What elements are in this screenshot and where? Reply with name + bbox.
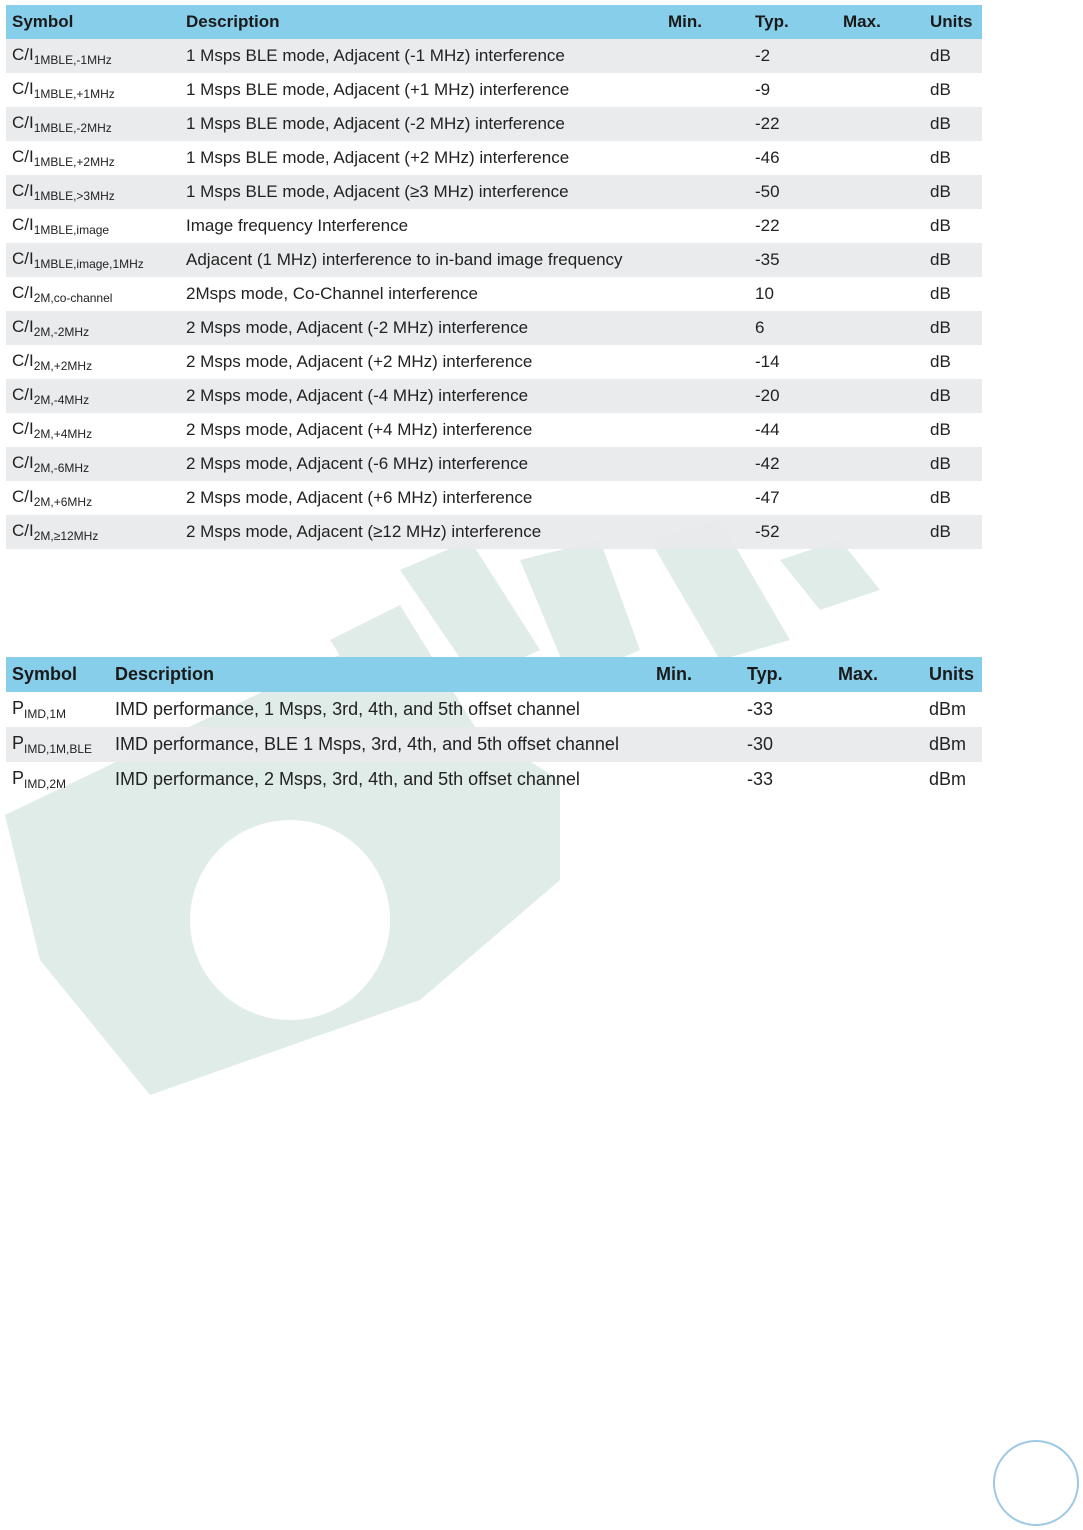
table-row — [6, 311, 982, 345]
header-description: Description — [180, 5, 662, 39]
min-cell — [662, 345, 749, 379]
symbol-subscript: IMD,1M — [24, 707, 67, 721]
symbol-main: C/I — [12, 351, 34, 370]
symbol-subscript: 2M,≥12MHz — [33, 529, 99, 543]
table-row — [6, 175, 982, 209]
max-cell — [837, 73, 924, 107]
description-cell: IMD performance, BLE 1 Msps, 3rd, 4th, and 5th offset channel — [109, 727, 650, 762]
min-cell — [650, 692, 741, 727]
table-row — [6, 243, 982, 277]
units-cell: dB — [924, 447, 982, 481]
symbol-main: P — [12, 733, 25, 753]
table-row — [6, 39, 982, 73]
symbol-subscript: 1MBLE,image — [33, 223, 110, 237]
units-cell: dB — [930, 80, 951, 99]
symbol-main: P — [12, 698, 25, 718]
header-description: Description — [109, 657, 650, 692]
table-row — [6, 141, 982, 175]
header-units: Units — [924, 5, 982, 39]
min-cell — [650, 762, 741, 797]
units-cell: dB — [924, 311, 982, 345]
min-cell — [662, 175, 749, 209]
typ-cell: -50 — [749, 175, 837, 209]
typ-cell: 6 — [749, 311, 837, 345]
table-body — [6, 39, 982, 549]
table-row — [6, 73, 982, 107]
units-cell: dB — [924, 175, 982, 209]
symbol-main: C/I — [12, 453, 34, 472]
symbol-main: P — [12, 768, 25, 788]
symbol-main: C/I — [12, 419, 34, 438]
page-number-circle-icon — [993, 1440, 1079, 1526]
description-cell: 2 Msps mode, Adjacent (≥12 MHz) interference — [180, 515, 662, 549]
symbol-main: C/I — [12, 521, 34, 540]
symbol-subscript: 2M,-4MHz — [33, 393, 90, 407]
min-cell — [650, 727, 741, 762]
table-body — [6, 692, 982, 797]
symbol-subscript: 2M,+4MHz — [33, 427, 93, 441]
symbol-subscript: 1MBLE,+1MHz — [33, 87, 115, 101]
description-cell: 2 Msps mode, Adjacent (-2 MHz) interference — [180, 311, 662, 345]
units-cell: dB — [930, 284, 951, 303]
symbol-cell — [6, 175, 180, 209]
symbol-subscript: 2M,co-channel — [33, 291, 113, 305]
symbol-subscript: 2M,-2MHz — [33, 325, 90, 339]
symbol-cell — [6, 447, 180, 481]
units-cell: dB — [930, 352, 951, 371]
header-min: Min. — [650, 657, 741, 692]
symbol-subscript: 1MBLE,+2MHz — [33, 155, 115, 169]
symbol-subscript: 1MBLE,-2MHz — [33, 121, 112, 135]
symbol-subscript: 1MBLE,-1MHz — [33, 53, 112, 67]
symbol-cell — [6, 141, 180, 175]
min-cell — [662, 311, 749, 345]
units-cell: dB — [924, 39, 982, 73]
min-cell — [662, 107, 749, 141]
symbol-cell — [6, 209, 180, 243]
cochannel-interference-table — [6, 5, 982, 549]
description-cell: IMD performance, 1 Msps, 3rd, 4th, and 5th offset channel — [115, 699, 580, 719]
description-cell: Image frequency Interference — [186, 216, 409, 235]
max-cell — [837, 107, 924, 141]
symbol-subscript: 1MBLE,image,1MHz — [33, 257, 144, 271]
table-row — [6, 762, 982, 797]
typ-cell: -2 — [749, 39, 837, 73]
symbol-cell — [6, 73, 180, 107]
max-cell — [837, 515, 924, 549]
symbol-main: C/I — [12, 45, 34, 64]
symbol-cell — [6, 39, 180, 73]
typ-cell: -35 — [749, 243, 837, 277]
table-header-row — [6, 5, 982, 39]
max-cell — [837, 39, 924, 73]
typ-cell: -33 — [747, 769, 774, 789]
typ-cell: -47 — [755, 488, 780, 507]
units-cell: dB — [930, 216, 951, 235]
symbol-subscript: IMD,2M — [24, 777, 67, 791]
min-cell — [662, 39, 749, 73]
max-cell — [837, 345, 924, 379]
max-cell — [837, 481, 924, 515]
symbol-cell — [6, 243, 180, 277]
header-typ: Typ. — [741, 657, 832, 692]
units-cell: dBm — [929, 699, 967, 719]
symbol-main: C/I — [12, 215, 34, 234]
units-cell: dB — [930, 420, 951, 439]
typ-cell: -33 — [747, 699, 774, 719]
typ-cell: -22 — [749, 107, 837, 141]
symbol-main: C/I — [12, 317, 34, 336]
description-cell: 2 Msps mode, Adjacent (-4 MHz) interference — [180, 379, 662, 413]
symbol-main: C/I — [12, 385, 34, 404]
symbol-main: C/I — [12, 487, 34, 506]
max-cell — [837, 277, 924, 311]
description-cell: 2Msps mode, Co-Channel interference — [186, 284, 478, 303]
min-cell — [662, 73, 749, 107]
symbol-subscript: 2M,+2MHz — [33, 359, 93, 373]
symbol-cell — [6, 692, 109, 727]
min-cell — [662, 141, 749, 175]
min-cell — [662, 277, 749, 311]
header-units: Units — [923, 657, 982, 692]
symbol-cell — [6, 727, 109, 762]
header-symbol: Symbol — [6, 657, 109, 692]
min-cell — [662, 243, 749, 277]
typ-cell: -30 — [741, 727, 832, 762]
symbol-cell — [6, 311, 180, 345]
table-row — [6, 727, 982, 762]
header-typ: Typ. — [749, 5, 837, 39]
imd-performance-table — [6, 657, 982, 797]
symbol-main: C/I — [12, 181, 34, 200]
symbol-subscript: 2M,+6MHz — [33, 495, 93, 509]
max-cell — [832, 727, 923, 762]
typ-cell: -42 — [749, 447, 837, 481]
typ-cell: -9 — [755, 80, 771, 99]
header-max: Max. — [837, 5, 924, 39]
description-cell: 1 Msps BLE mode, Adjacent (≥3 MHz) interference — [180, 175, 662, 209]
header-max: Max. — [832, 657, 923, 692]
typ-cell: -22 — [755, 216, 780, 235]
max-cell — [832, 762, 923, 797]
description-cell: Adjacent (1 MHz) interference to in-band image frequency — [180, 243, 662, 277]
max-cell — [837, 311, 924, 345]
units-cell: dB — [930, 488, 951, 507]
table-row — [6, 413, 982, 447]
description-cell: 2 Msps mode, Adjacent (+2 MHz) interference — [186, 352, 533, 371]
max-cell — [837, 447, 924, 481]
description-cell: 1 Msps BLE mode, Adjacent (-2 MHz) interference — [180, 107, 662, 141]
table-row — [6, 379, 982, 413]
symbol-subscript: 1MBLE,>3MHz — [33, 189, 115, 203]
table-row — [6, 447, 982, 481]
description-cell: IMD performance, 2 Msps, 3rd, 4th, and 5th offset channel — [115, 769, 580, 789]
symbol-main: C/I — [12, 113, 34, 132]
max-cell — [837, 379, 924, 413]
description-cell: 1 Msps BLE mode, Adjacent (+2 MHz) interference — [186, 148, 570, 167]
symbol-main: C/I — [12, 283, 34, 302]
symbol-main: C/I — [12, 79, 34, 98]
units-cell: dB — [924, 107, 982, 141]
header-min: Min. — [662, 5, 749, 39]
description-cell: 1 Msps BLE mode, Adjacent (+1 MHz) interference — [186, 80, 570, 99]
typ-cell: 10 — [755, 284, 774, 303]
max-cell — [837, 209, 924, 243]
typ-cell: -46 — [755, 148, 780, 167]
max-cell — [837, 141, 924, 175]
table-row — [6, 277, 982, 311]
typ-cell: -52 — [749, 515, 837, 549]
min-cell — [662, 413, 749, 447]
typ-cell: -20 — [749, 379, 837, 413]
max-cell — [837, 175, 924, 209]
max-cell — [837, 413, 924, 447]
typ-cell: -44 — [755, 420, 780, 439]
symbol-cell — [6, 413, 180, 447]
units-cell: dB — [930, 148, 951, 167]
units-cell: dB — [924, 379, 982, 413]
symbol-cell — [6, 515, 180, 549]
min-cell — [662, 515, 749, 549]
table-row — [6, 345, 982, 379]
symbol-cell — [6, 107, 180, 141]
symbol-cell — [6, 762, 109, 797]
min-cell — [662, 447, 749, 481]
units-cell: dB — [924, 243, 982, 277]
symbol-cell — [6, 481, 180, 515]
table-row — [6, 692, 982, 727]
table-row — [6, 515, 982, 549]
description-cell: 1 Msps BLE mode, Adjacent (-1 MHz) interference — [180, 39, 662, 73]
units-cell: dB — [924, 515, 982, 549]
table-row — [6, 209, 982, 243]
symbol-subscript: 2M,-6MHz — [33, 461, 90, 475]
min-cell — [662, 379, 749, 413]
min-cell — [662, 481, 749, 515]
max-cell — [837, 243, 924, 277]
symbol-cell — [6, 345, 180, 379]
description-cell: 2 Msps mode, Adjacent (-6 MHz) interference — [180, 447, 662, 481]
header-symbol: Symbol — [6, 5, 180, 39]
units-cell: dBm — [923, 727, 982, 762]
description-cell: 2 Msps mode, Adjacent (+4 MHz) interference — [186, 420, 533, 439]
symbol-cell — [6, 277, 180, 311]
symbol-cell — [6, 379, 180, 413]
symbol-main: C/I — [12, 147, 34, 166]
symbol-main: C/I — [12, 249, 34, 268]
table-row — [6, 481, 982, 515]
max-cell — [832, 692, 923, 727]
description-cell: 2 Msps mode, Adjacent (+6 MHz) interference — [186, 488, 533, 507]
typ-cell: -14 — [755, 352, 780, 371]
min-cell — [662, 209, 749, 243]
units-cell: dBm — [929, 769, 967, 789]
table-row — [6, 107, 982, 141]
table-header-row — [6, 657, 982, 692]
symbol-subscript: IMD,1M,BLE — [24, 742, 93, 756]
